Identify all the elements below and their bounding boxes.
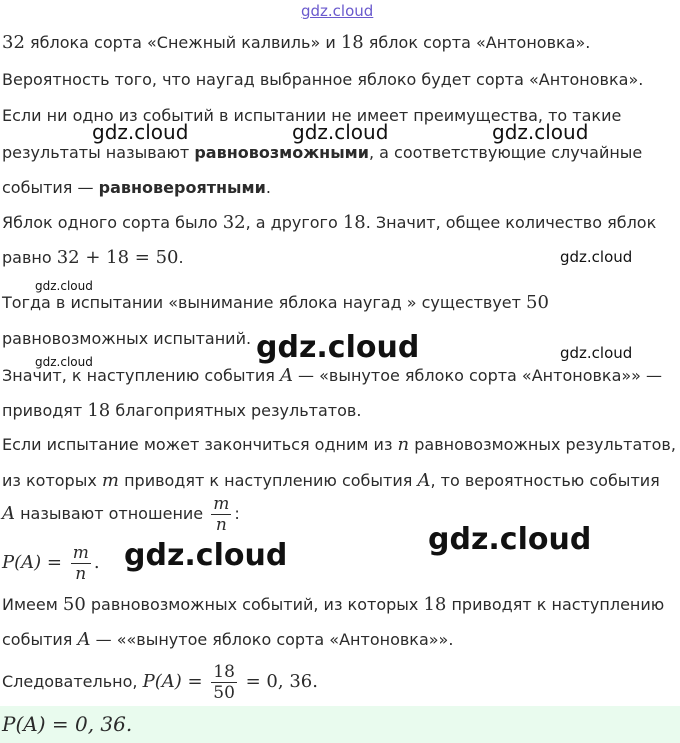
math-expression: = 0, 36. xyxy=(239,671,318,692)
text: равно xyxy=(2,248,57,267)
variable: A xyxy=(417,470,431,491)
watermark: gdz.cloud xyxy=(492,120,589,144)
number: 50 xyxy=(526,292,549,313)
fraction xyxy=(211,494,231,535)
fraction-denominator: n xyxy=(75,564,87,584)
paragraph-line xyxy=(2,212,656,233)
math-expression: P(A) = xyxy=(142,671,209,692)
math-expression: 32 + 18 = 50 xyxy=(56,247,179,268)
text: яблока сорта «Снежный калвиль» и xyxy=(24,33,341,52)
formula-line xyxy=(2,662,318,703)
paragraph-line xyxy=(2,400,361,421)
text: Имеем xyxy=(2,595,63,614)
fraction-denominator: n xyxy=(215,515,227,535)
watermark: gdz.cloud xyxy=(560,344,633,362)
watermark: gdz.cloud xyxy=(428,522,592,557)
text: результаты называют xyxy=(2,143,195,162)
number: 18 xyxy=(87,400,111,421)
paragraph-line xyxy=(2,143,642,162)
text: Значит, к наступлению события xyxy=(2,366,280,385)
paragraph-line xyxy=(2,629,453,650)
number: 18 xyxy=(423,594,447,615)
paragraph-line xyxy=(2,247,184,268)
number: 32 xyxy=(222,212,246,233)
text: называют отношение xyxy=(15,504,209,523)
text: Следовательно, xyxy=(2,672,143,691)
variable: A xyxy=(2,503,15,524)
paragraph-line xyxy=(2,594,664,615)
text: равновозможных результатов, xyxy=(409,435,676,454)
number: 50 xyxy=(62,594,86,615)
text: события xyxy=(2,630,78,649)
fraction-denominator: 50 xyxy=(213,683,235,703)
text: . xyxy=(93,552,100,573)
paragraph-line xyxy=(2,32,590,53)
variable: m xyxy=(101,470,119,491)
watermark: gdz.cloud xyxy=(256,330,420,365)
paragraph-line xyxy=(2,470,660,491)
text: . xyxy=(178,248,184,267)
watermark: gdz.cloud xyxy=(35,279,93,293)
fraction xyxy=(71,543,91,584)
variable: A xyxy=(77,629,91,650)
variable: A xyxy=(279,365,293,386)
text: приводят к наступлению xyxy=(446,595,665,614)
paragraph-line xyxy=(2,365,662,386)
fraction-numerator: 18 xyxy=(213,662,235,682)
fraction xyxy=(211,662,237,703)
text: равновозможных событий, из которых xyxy=(85,595,424,614)
text: благоприятных результатов. xyxy=(110,401,362,420)
answer-text: P(A) = 0, 36. xyxy=(2,712,133,736)
text: приводят xyxy=(2,401,88,420)
text: Тогда в испытании «вынимание яблока наугад » существует xyxy=(2,293,527,312)
text: — «вынутое яблоко сорта «Антоновка»» — xyxy=(292,366,663,385)
watermark: gdz.cloud xyxy=(292,120,389,144)
paragraph-line xyxy=(2,494,240,535)
watermark: gdz.cloud xyxy=(124,538,288,573)
fraction-numerator: m xyxy=(72,543,89,563)
answer-box xyxy=(0,706,680,743)
paragraph-line xyxy=(2,292,549,313)
text: яблок сорта «Антоновка». xyxy=(363,33,591,52)
bold-term: равновероятными xyxy=(98,178,266,197)
number: 18 xyxy=(340,32,364,53)
text: события — xyxy=(2,178,99,197)
watermark: gdz.cloud xyxy=(92,120,189,144)
paragraph-line xyxy=(2,178,271,197)
text: Если испытание может закончиться одним из xyxy=(2,435,398,454)
text: , а соответствующие случайные xyxy=(368,143,643,162)
text: из которых xyxy=(2,471,102,490)
watermark-top: gdz.cloud xyxy=(301,2,374,20)
math-expression: P(A) = xyxy=(2,552,68,573)
fraction-numerator: m xyxy=(213,494,230,514)
text: , то вероятностью события xyxy=(430,471,660,490)
number: 18 xyxy=(342,212,366,233)
text: . Значит, общее количество яблок xyxy=(365,213,657,232)
text: : xyxy=(234,504,240,523)
watermark: gdz.cloud xyxy=(560,248,633,266)
paragraph-line: Вероятность того, что наугад выбранное яблоко будет сорта «Антоновка». xyxy=(2,70,644,89)
text: . xyxy=(265,178,271,197)
text: — ««вынутое яблоко сорта «Антоновка»». xyxy=(90,630,454,649)
text: приводят к наступлению события xyxy=(118,471,418,490)
paragraph-line: равновозможных испытаний. xyxy=(2,329,252,348)
number: 32 xyxy=(2,32,25,53)
text: Яблок одного сорта было xyxy=(2,213,223,232)
paragraph-line: Если ни одно из событий в испытании не имеет преимущества, то такие xyxy=(2,106,622,125)
watermark: gdz.cloud xyxy=(35,355,93,369)
bold-term: равновозможными xyxy=(194,143,369,162)
text: , а другого xyxy=(245,213,343,232)
formula-line xyxy=(2,543,100,584)
variable: n xyxy=(397,434,410,455)
paragraph-line xyxy=(2,434,676,455)
